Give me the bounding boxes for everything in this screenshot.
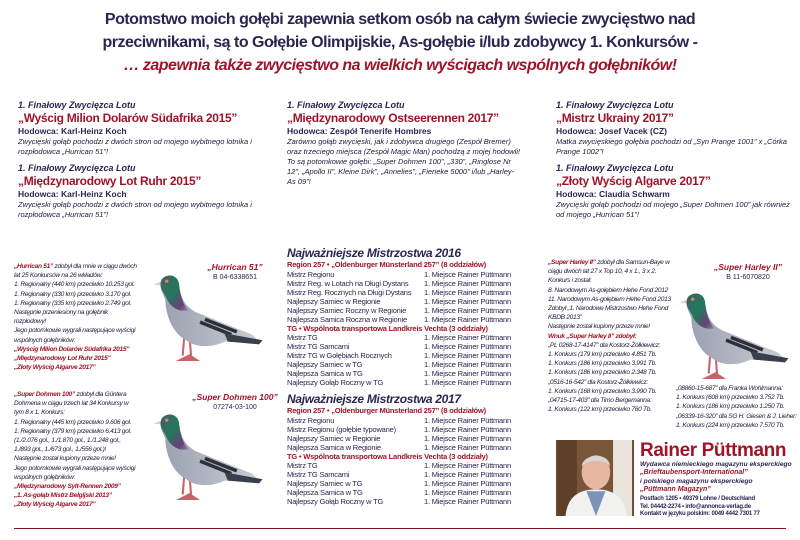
win-breeder: Hodowca: Josef Vacek (CZ) [556,126,668,136]
championship-placement: 1. Miejsce Rainer Püttmann [424,470,511,480]
championship-category: Mistrz TG Samcami [287,342,350,352]
race-item: „Wyścig Milion Dolarów Südafrika 2015” [14,345,130,353]
race-item: „Złoty Wyścig Algarve 2017” [14,364,96,372]
win-block [556,163,796,220]
win-kicker: 1. Finałowy Zwycięzca Lotu [287,100,405,110]
headline-line-3: … zapewnia także zwycięstwo na wielkich wyścigach wspólnych gołębników! [123,57,677,74]
grandson-line: „0516-16-542” dla Kostorz-Żółkiewicz: [548,378,648,386]
dohmen-story [14,390,138,510]
championship-placement: 1. Miejsce Rainer Püttmann [424,360,511,370]
grandson-line: 1. Konkurs (186 km) przeciwko 2.348 Tb. [548,369,657,377]
championship-row [287,434,527,443]
phone-email[interactable]: Tel. 04442-2274 • info@annonca-verlag.de [640,503,751,510]
championship-category: Mistrz TG Samcami [287,470,350,480]
headline-line-2: przeciwnikami, są to Gołębie Olimpijskie, As-gołębie i/lub zdobywcy 1. Konkursów - [102,34,698,51]
headline [0,8,800,77]
story-intro [14,262,138,280]
championship-category: Mistrz Regionu (gołębie typowane) [287,424,396,434]
bottom-rule [14,528,786,529]
championship-placement: 1. Miejsce Rainer Püttmann [424,305,511,315]
championship-category: Najlepsza Samica w Regionie [287,442,381,452]
pigeon-ring: 07274-03-100 [213,404,257,411]
pigeon-photo-dohmen [148,400,266,514]
championship-row [287,297,527,306]
championship-category: Najlepsza Samica w TG [287,369,363,379]
grandson-line: 1. Konkurs (186 km) przeciwko 3.991 Tb. [548,360,657,368]
win-description: Zwycięski gołąb pochodzi z dwóch stron od mojego wybitnego lotnika i rozpłodowca „Hurrican 51”! [18,137,252,156]
win-description: Matka zwycięskiego gołębia pochodzi od „Syn Prange 1001” x „Córka Prange 1002”! [556,137,787,156]
championship-placement: 1. Miejsce Rainer Püttmann [424,351,511,361]
win-description: Zwycięski gołąb pochodzi od mojego „Super Dohmen 100” jak również od mojego „Hurrican 51”! [556,200,790,219]
championship-placement: 1. Miejsce Rainer Püttmann [424,296,511,306]
story-text: zdobył dla Samsun-Baye w ciągu dwóch lat 27 x Top 10, 4 x 1., 3 x 2. Konkurs i został: [548,259,670,285]
championship-row [287,288,527,297]
story-intro [548,258,670,286]
win-kicker: 1. Finałowy Zwycięzca Lotu [18,100,136,110]
grandson-line: 1. Konkurs (186 km) przeciwko 1.250 Tb. [676,403,785,411]
story-line: 1. Regionalny (445 km) przeciwko 9.606 gol. [14,418,132,426]
polish-contact: Kontakt w języku polskim: 0049 4442 7301 77 [640,511,760,518]
championship-placement: 1. Miejsce Rainer Püttmann [424,333,511,343]
championship-placement: 1. Miejsce Rainer Püttmann [424,415,511,425]
championship-placement: 1. Miejsce Rainer Püttmann [424,342,511,352]
championship-row [287,306,527,315]
championship-placement: 1. Miejsce Rainer Püttmann [424,369,511,379]
championship-category: Mistrz Reg. Rocznych na Długi Dystans [287,287,412,297]
win-block [287,100,522,187]
grandson-line: „08860-15-687” dla Franka Wohlmanna: [676,385,783,392]
story-lead: „Super Dohmen 100” [14,391,75,398]
win-kicker: 1. Finałowy Zwycięzca Lotu [18,163,136,173]
win-breeder: Hodowca: Claudia Schwarm [556,189,670,199]
wins-right-column [556,100,796,226]
championship-placement: 1. Miejsce Rainer Püttmann [424,479,511,489]
grandson-line: 1. Konkurs (224 km) przeciwko 7.570 Tb. [676,421,785,429]
race-item: „1. As-gołąb Mistrz Belgijski 2013” [14,492,112,500]
championship-title: Najważniejsze Mistrzostwa 2017 [287,392,461,406]
win-title: „Mistrz Ukrainy 2017” [556,111,674,125]
championship-row [287,369,527,378]
championship-category: Mistrz Regionu [287,415,335,425]
championship-placement: 1. Miejsce Rainer Püttmann [424,269,511,279]
championship-placement: 1. Miejsce Rainer Püttmann [424,461,511,471]
pigeon-ring: B 11-6070820 [726,274,770,281]
magazine-name: „Brieftaubensport-International” [640,469,748,477]
championship-placement: 1. Miejsce Rainer Püttmann [424,497,511,507]
win-title: „Międzynarodowy Ostseerennen 2017” [287,111,499,125]
story-line: 1. Regionalny (335 km) przeciwko 2.749 gol. [14,299,132,307]
story-intro [14,390,138,418]
championship-row [287,470,527,479]
story-line: Następnie przeniesiony na gołębnik rozpłodowy! [14,309,108,326]
championship-region: TG • Wspólnota transportowa Landkreis Vechta (3 oddziały) [287,323,488,333]
win-description-ancestors: To są potomkowie gołębi: „Super Dohmen 100”, „330”, „Ringlose Nr 12”, „Apollo II”, Kleine Dirk”, „Annelies”, „Fieneke 5000” i/lub „Harley-As 09”! [287,157,515,186]
championship-row [287,315,527,324]
championship-row [287,488,527,497]
pigeon-photo-harley [674,290,792,382]
championship-row [287,351,527,360]
story-line: Zdobył „1. Narodowe Mistrzostwo Hehe Fond KBDB 2013” [548,305,668,322]
headline-line-1: Potomstwo moich gołębi zapewnia setkom osób na całym świecie zwycięstwo nad [104,11,696,28]
win-kicker: 1. Finałowy Zwycięzca Lotu [556,100,674,110]
championship-placement: 1. Miejsce Rainer Püttmann [424,314,511,324]
championship-category: Najlepszy Samiec w Regionie [287,433,381,443]
championship-row [287,443,527,452]
grandson-line: „06339-16-320” dla SG H. Giesen & J. Lieher: [676,412,797,420]
win-breeder: Hodowca: Karl-Heinz Koch [18,126,127,136]
championship-category: Mistrz Reg. w Lotach na Długi Dystans [287,278,409,288]
grandson-line: 1. Konkurs (122 km) przeciwko 760 Tb. [548,406,652,414]
championship-category: Najlepsza Samica w TG [287,488,363,498]
story-line: 8. Narodowym As-gołębiem Hehe Fond 2012 [548,286,669,294]
story-line: Jego potomkowie wygrali następujące wyścigi wspólnych gołębników: [14,327,136,344]
championship-row [287,333,527,342]
championship-row [287,479,527,488]
championship-category: Najlepszy Samiec w TG [287,360,363,370]
grandson-line: 1. Konkurs (179 km) przeciwko 4.851 Tb. [548,351,657,359]
grandson-lead: Wnuk „Super Harley II” zdobył: [548,332,637,340]
grandson-line: 1. Konkurs (608 km) przeciwko 3.752 Tb. [676,394,785,402]
win-description: Zarówno gołąb zwycięski, jak i zdobywca drugiego (Zespół Bremer) oraz trzeciego miejsca (Zespół Magic Man) pochodzą z mojej hodowli! [287,137,521,156]
win-description: Zwycięski gołąb pochodzi z dwóch stron od mojego wybitnego lotnika i rozpłodowca „Hurrican 51”! [18,200,252,219]
race-item: „Międzynarodowy Sylt-Rennen 2009” [14,483,121,491]
contact-line: Wydawca niemieckiego magazynu eksperckiego [640,461,792,468]
grandson-line: „PL 0268-17-4147” dla Kostorz-Żółkiewicz: [548,341,661,349]
championship-category: Najlepszy Gołąb Roczny w TG [287,497,384,507]
win-block [556,100,796,157]
championship-row [287,360,527,369]
championship-row [287,425,527,434]
story-line: 11. Narodowym As-gołębiem Hehe Fond 2013 [548,295,671,303]
hurrican-story [14,262,138,372]
rainer-puttmann-photo [556,440,634,516]
win-breeder: Hodowca: Zespół Tenerife Hombres [287,126,432,136]
pigeon-label-hurrican [196,262,274,282]
story-lead: „Super Harley II” [548,259,596,266]
championships-2016 [287,246,527,387]
pigeon-name: „Super Dohmen 100” [192,392,278,402]
championship-category: Najlepsza Samica Roczna w Regionie [287,314,407,324]
contact-address [640,496,798,519]
story-line: 1. Regionalny (379 km) przeciwko 6.413 gol. [14,427,132,435]
win-block [18,100,268,157]
story-lead: „Hurrican 51” [14,263,53,270]
win-title: „Wyścig Milion Dolarów Südafrika 2015” [18,111,238,125]
story-line: 1. Regionalny (440 km) przeciwko 10.253 gol. [14,281,135,289]
contact-name: Rainer Püttmann [640,440,787,461]
pigeon-name: „Super Harley II” [713,262,783,272]
win-title: „Międzynarodowy Lot Ruhr 2015” [18,174,202,188]
championship-row [287,461,527,470]
championship-region: Region 257 • „Oldenburger Münsterland 257” (8 oddziałów) [287,260,486,269]
magazine-name: „Püttmann Magazyn” [640,486,711,494]
story-text: zdobył dla Güntera Dohmena w ciągu trzech lat 34 Konkursy w tym 8 x 1. Konkurs: [14,391,129,417]
harley-grandson-right [676,384,798,430]
pigeon-label-dohmen [192,392,278,412]
story-line: Następnie został kupiony przeze mnie! [14,455,116,463]
championship-placement: 1. Miejsce Rainer Püttmann [424,488,511,498]
win-block [18,163,268,220]
story-text: zdobył dla mnie w ciągu dwóch lat 25 Konkursów na 26 wkładów: [14,263,137,280]
championships-2017 [287,392,527,506]
story-line: (1./2.076 gol., 1./1.870 gol., 1./1.248 gol., 1./893 gol., 1./673 gol., 1./556 gol.)! [14,437,121,454]
championship-row [287,270,527,279]
championship-row [287,378,527,387]
race-item: „Złoty Wyścig Algarve 2017” [14,501,96,509]
contact-block [640,440,798,519]
championship-category: Najlepszy Samiec Roczny w Regionie [287,305,407,315]
story-line: 1. Regionalny (330 km) przeciwko 3.170 gol. [14,290,132,298]
championship-title: Najważniejsze Mistrzostwa 2016 [287,246,461,260]
championship-placement: 1. Miejsce Rainer Püttmann [424,424,511,434]
championship-category: Najlepszy Gołąb Roczny w TG [287,378,384,388]
win-kicker: 1. Finałowy Zwycięzca Lotu [556,163,674,173]
championship-category: Najlepszy Samiec w Regionie [287,296,381,306]
championship-placement: 1. Miejsce Rainer Püttmann [424,442,511,452]
story-line: Następnie został kupiony przeze mnie! [548,323,650,331]
championship-placement: 1. Miejsce Rainer Püttmann [424,433,511,443]
wins-middle-column [287,100,522,193]
win-breeder: Hodowca: Karl-Heinz Koch [18,189,127,199]
championship-category: Mistrz TG [287,333,318,343]
grandson-line: „04715-17-403” dla Timo Bergemanna: [548,397,652,405]
wins-left-column [18,100,268,226]
championship-row [287,497,527,506]
pigeon-name: „Hurrican 51” [207,262,263,272]
championship-placement: 1. Miejsce Rainer Püttmann [424,278,511,288]
pigeon-ring: B 04-6338651 [213,274,257,281]
championship-category: Mistrz Regionu [287,269,335,279]
championship-region: Region 257 • „Oldenburger Münsterland 257” (8 oddziałów) [287,406,486,415]
championship-row [287,279,527,288]
championship-category: Mistrz TG [287,461,318,471]
win-title: „Złoty Wyścig Algarve 2017” [556,174,711,188]
pigeon-label-harley [700,262,796,282]
harley-story [548,258,670,414]
story-line: Jego potomkowie wygrali następujące wyścigi wspólnych gołębników: [14,464,136,481]
championship-category: Mistrz TG w Gołębiach Rocznych [287,351,392,361]
race-item: „Międzynarodowy Lot Ruhr 2015” [14,355,111,363]
championship-placement: 1. Miejsce Rainer Püttmann [424,287,511,297]
postal-address: Postfach 1205 • 49379 Lohne / Deutschland [640,496,755,503]
championship-row [287,342,527,351]
grandson-line: 1. Konkurs (168 km) przeciwko 3.990 Tb. [548,387,657,395]
championship-row [287,416,527,425]
contact-line: i polskiego magazynu eksperckiego [640,478,753,486]
championship-region: TG • Wspólnota transportowa Landkreis Vechta (3 oddziały) [287,451,488,461]
championship-category: Najlepszy Samiec w TG [287,479,363,489]
championship-placement: 1. Miejsce Rainer Püttmann [424,378,511,388]
